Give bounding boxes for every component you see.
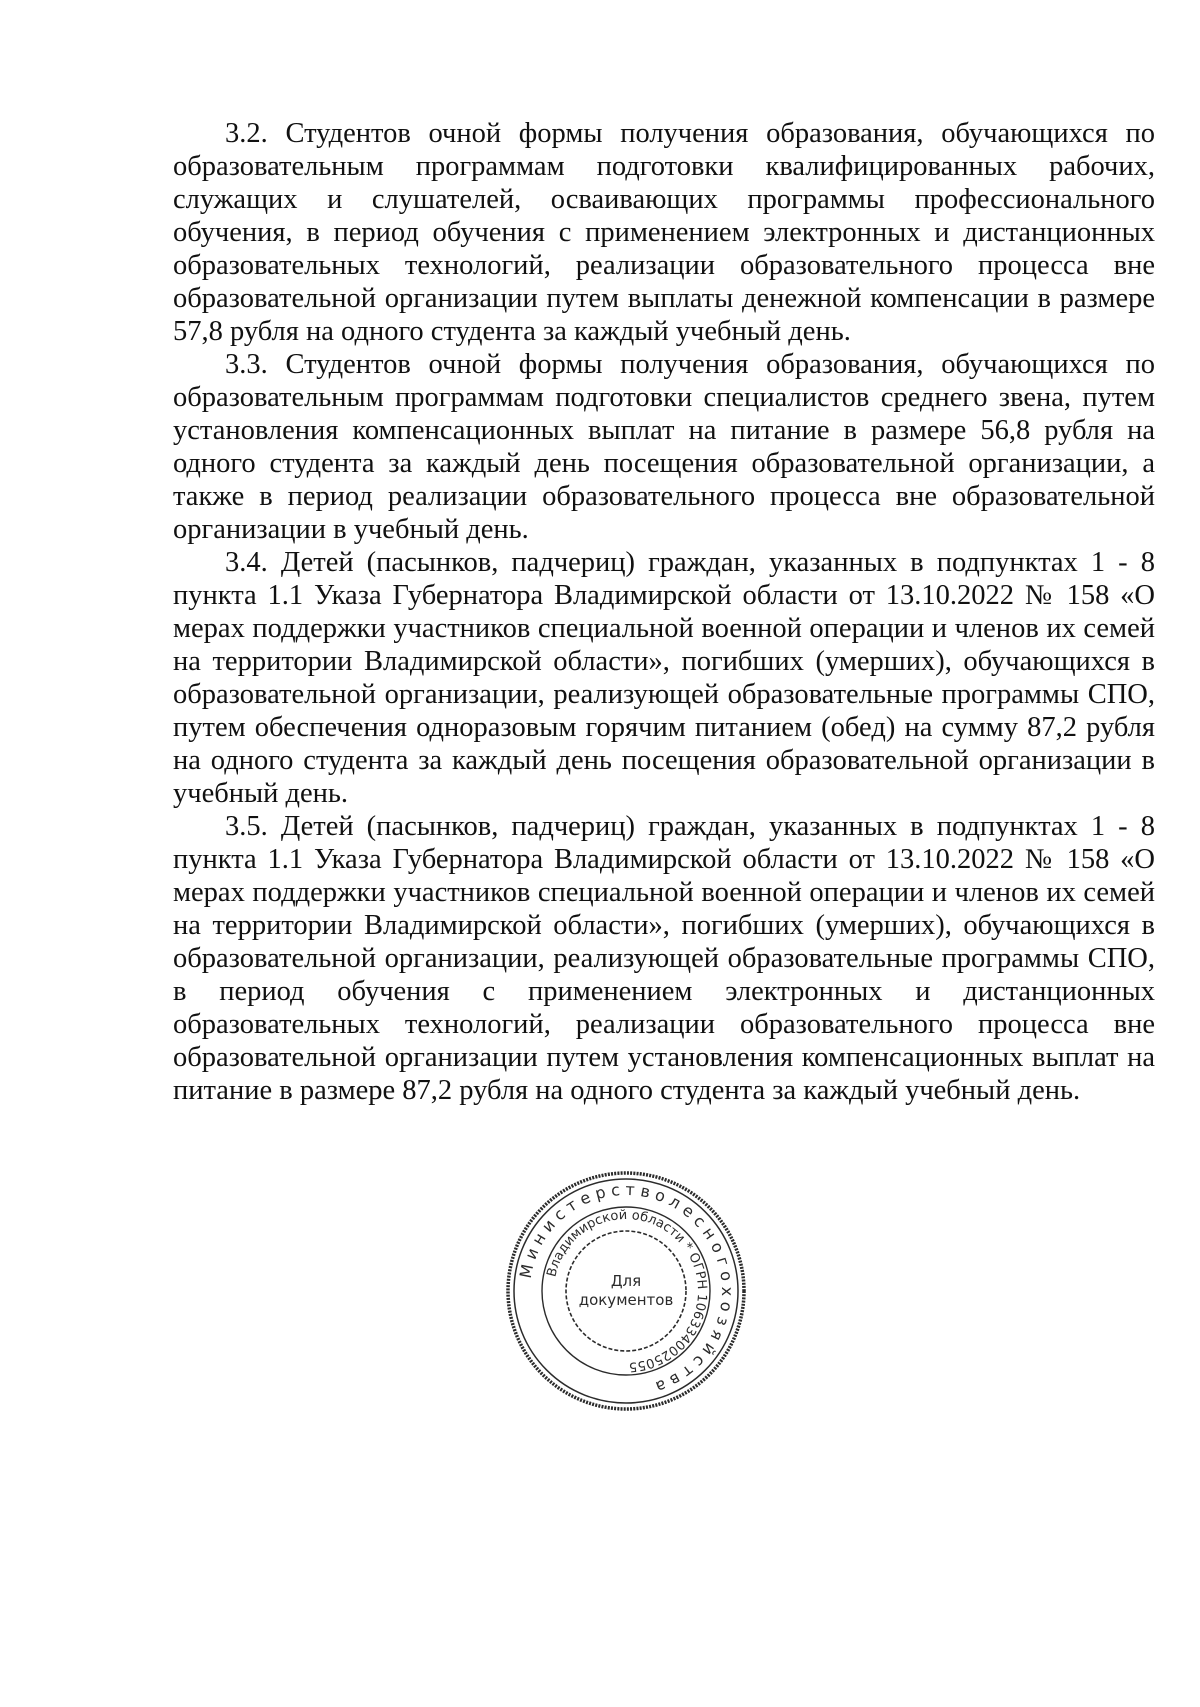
seal-outer-text: М и н и с т е р с т в о л е с н о г о х о з я й с т в а bbox=[515, 1179, 738, 1397]
official-seal bbox=[503, 1168, 749, 1414]
seal-center-line-1: Для bbox=[610, 1272, 642, 1290]
seal-center-line-2: документов bbox=[578, 1291, 674, 1309]
seal-graphic bbox=[503, 1168, 749, 1414]
paragraph-3-3: 3.3. Студентов очной формы получения образования, обучающихся по образовательным программам подготовки специалистов среднего звена, путем установления компенсационных выплат на питание в размере 56,8 рубля на одного студента за каждый день посещения образовательной организации, а также в период реализации образовательного процесса вне образовательной организации в учебный день. bbox=[173, 349, 1155, 545]
seal-inner-text: Владимирской области * ОГРН 1063340025055 bbox=[544, 1207, 710, 1375]
paragraph-3-5: 3.5. Детей (пасынков, падчериц) граждан, указанных в подпунктах 1 - 8 пункта 1.1 Указа Губернатора Владимирской области от 13.10.2022 № 158 «О мерах поддержки участников специальной военной операции и членов их семей на территории Владимирской области», погибших (умерших), обучающихся в образовательной организации, реализующей образовательные программы СПО, в период обучения с применением электронных и дистанционных образовательных технологий, реализации образовательного процесса вне образовательной организации путем установления компенсационных выплат на питание в размере 87,2 рубля на одного студента за каждый учебный день. bbox=[173, 811, 1155, 1106]
paragraph-3-2: 3.2. Студентов очной формы получения образования, обучающихся по образовательным программам подготовки квалифицированных рабочих, служащих и слушателей, осваивающих программы профессионального обучения, в период обучения с применением электронных и дистанционных образовательных технологий, реализации образовательного процесса вне образовательной организации путем выплаты денежной компенсации в размере 57,8 рубля на одного студента за каждый учебный день. bbox=[173, 118, 1155, 347]
paragraph-3-4: 3.4. Детей (пасынков, падчериц) граждан, указанных в подпунктах 1 - 8 пункта 1.1 Указа Губернатора Владимирской области от 13.10.2022 № 158 «О мерах поддержки участников специальной военной операции и членов их семей на территории Владимирской области», погибших (умерших), обучающихся в образовательной организации, реализующей образовательные программы СПО, путем обеспечения одноразовым горячим питанием (обед) на сумму 87,2 рубля на одного студента за каждый день посещения образовательной организации в учебный день. bbox=[173, 547, 1155, 809]
document-body bbox=[173, 117, 1155, 1107]
